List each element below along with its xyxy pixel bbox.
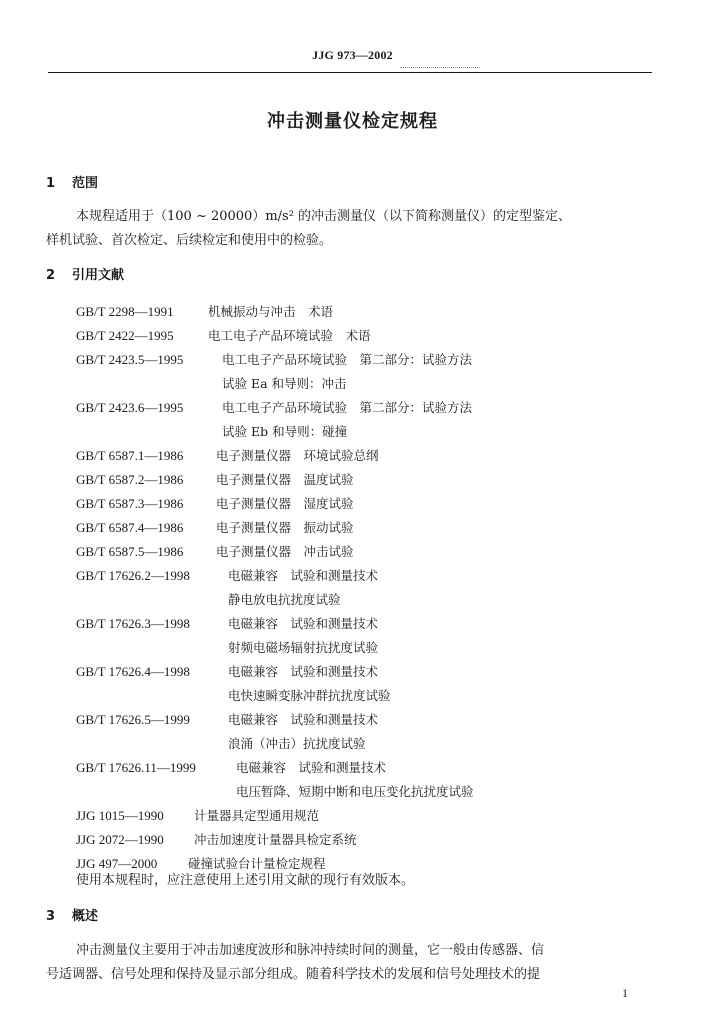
reference-code: GB/T 6587.3—1986 [76, 496, 184, 511]
reference-title: 电工电子产品环境试验 第二部分：试验方法 [222, 352, 473, 367]
reference-title: 试验 Eb 和导则：碰撞 [222, 424, 348, 439]
section-2-number: 2 [46, 268, 56, 283]
reference-code: GB/T 6587.2—1986 [76, 472, 184, 487]
header-rule [48, 72, 652, 73]
reference-item [76, 566, 378, 584]
section-2-note: 使用本规程时，应注意使用上述引用文献的现行有效版本。 [76, 873, 415, 888]
reference-title: 试验 Ea 和导则：冲击 [222, 376, 347, 391]
reference-title: 冲击加速度计量器具检定系统 [194, 832, 357, 847]
reference-code: GB/T 6587.4—1986 [76, 520, 184, 535]
reference-code: GB/T 2423.6—1995 [76, 400, 184, 415]
reference-title: 碰撞试验台计量检定规程 [188, 856, 326, 871]
section-1-title: 范围 [72, 176, 99, 191]
reference-code: GB/T 17626.5—1999 [76, 712, 190, 727]
reference-title: 射频电磁场辐射抗扰度试验 [228, 640, 379, 655]
document-title: 冲击测量仪检定规程 [267, 111, 438, 132]
section-3-line-2: 号适调器、信号处理和保持及显示部分组成。随着科学技术的发展和信号处理技术的提 [46, 967, 541, 982]
section-2-heading [46, 264, 124, 283]
reference-item [76, 518, 354, 536]
reference-code: JJG 1015—1990 [76, 808, 164, 823]
reference-item [76, 398, 472, 416]
section-1-line-2: 样机试验、首次检定、后续检定和使用中的检验。 [46, 233, 333, 248]
reference-item [76, 590, 341, 608]
section-3-heading [46, 905, 98, 924]
reference-code: GB/T 2423.5—1995 [76, 352, 184, 367]
reference-title: 电子测量仪器 冲击试验 [216, 544, 354, 559]
reference-item [76, 830, 357, 848]
reference-title: 电子测量仪器 湿度试验 [216, 496, 354, 511]
reference-item [76, 422, 347, 440]
reference-title: 浪涌（冲击）抗扰度试验 [228, 736, 366, 751]
reference-title: 电工电子产品环境试验 第二部分：试验方法 [222, 400, 473, 415]
reference-item [76, 758, 386, 776]
section-1-heading [46, 172, 98, 191]
reference-item [76, 782, 474, 800]
reference-item [76, 350, 472, 368]
reference-code: GB/T 17626.11—1999 [76, 760, 196, 775]
reference-item [76, 614, 378, 632]
reference-item [76, 470, 354, 488]
section-3-line-1: 冲击测量仪主要用于冲击加速度波形和脉冲持续时间的测量，它一般由传感器、信 [76, 943, 545, 958]
page-header-code: JJG 973—2002 [312, 48, 393, 62]
reference-code: JJG 2072—1990 [76, 832, 164, 847]
reference-title: 电工电子产品环境试验 术语 [208, 328, 371, 343]
section-1-number: 1 [46, 176, 56, 191]
reference-item [76, 302, 333, 320]
reference-title: 电磁兼容 试验和测量技术 [236, 760, 387, 775]
reference-title: 电子测量仪器 环境试验总纲 [216, 448, 379, 463]
reference-item [76, 734, 366, 752]
reference-title: 电磁兼容 试验和测量技术 [228, 712, 379, 727]
reference-title: 电子测量仪器 温度试验 [216, 472, 354, 487]
section-2-title: 引用文献 [72, 268, 125, 283]
reference-item [76, 710, 378, 728]
reference-title: 静电放电抗扰度试验 [228, 592, 341, 607]
reference-title: 电快速瞬变脉冲群抗扰度试验 [228, 688, 391, 703]
reference-title: 电压暂降、短期中断和电压变化抗扰度试验 [236, 784, 474, 799]
reference-code: GB/T 6587.1—1986 [76, 448, 184, 463]
section-1-line-1: 本规程适用于（100 ~ 20000）m/s² 的冲击测量仪（以下简称测量仪）的定型鉴定、 [76, 209, 572, 224]
reference-title: 电磁兼容 试验和测量技术 [228, 664, 379, 679]
reference-item [76, 638, 378, 656]
reference-code: GB/T 17626.3—1998 [76, 616, 190, 631]
reference-code: JJG 497—2000 [76, 856, 158, 871]
reference-title: 机械振动与冲击 术语 [208, 304, 334, 319]
section-3-title: 概述 [72, 909, 99, 924]
reference-item [76, 494, 354, 512]
reference-title: 电磁兼容 试验和测量技术 [228, 616, 379, 631]
reference-code: GB/T 17626.2—1998 [76, 568, 190, 583]
header-dots-decoration [400, 67, 480, 71]
reference-code: GB/T 2298—1991 [76, 304, 174, 319]
reference-code: GB/T 17626.4—1998 [76, 664, 190, 679]
reference-item [76, 542, 354, 560]
reference-code: GB/T 6587.5—1986 [76, 544, 184, 559]
page-number: 1 [622, 986, 628, 1000]
reference-item [76, 686, 391, 704]
reference-item [76, 662, 378, 680]
reference-item [76, 374, 347, 392]
section-3-number: 3 [46, 909, 56, 924]
reference-title: 电子测量仪器 振动试验 [216, 520, 354, 535]
reference-item [76, 446, 379, 464]
reference-title: 计量器具定型通用规范 [194, 808, 320, 823]
reference-item [76, 326, 371, 344]
reference-code: GB/T 2422—1995 [76, 328, 174, 343]
reference-item [76, 806, 319, 824]
reference-title: 电磁兼容 试验和测量技术 [228, 568, 379, 583]
